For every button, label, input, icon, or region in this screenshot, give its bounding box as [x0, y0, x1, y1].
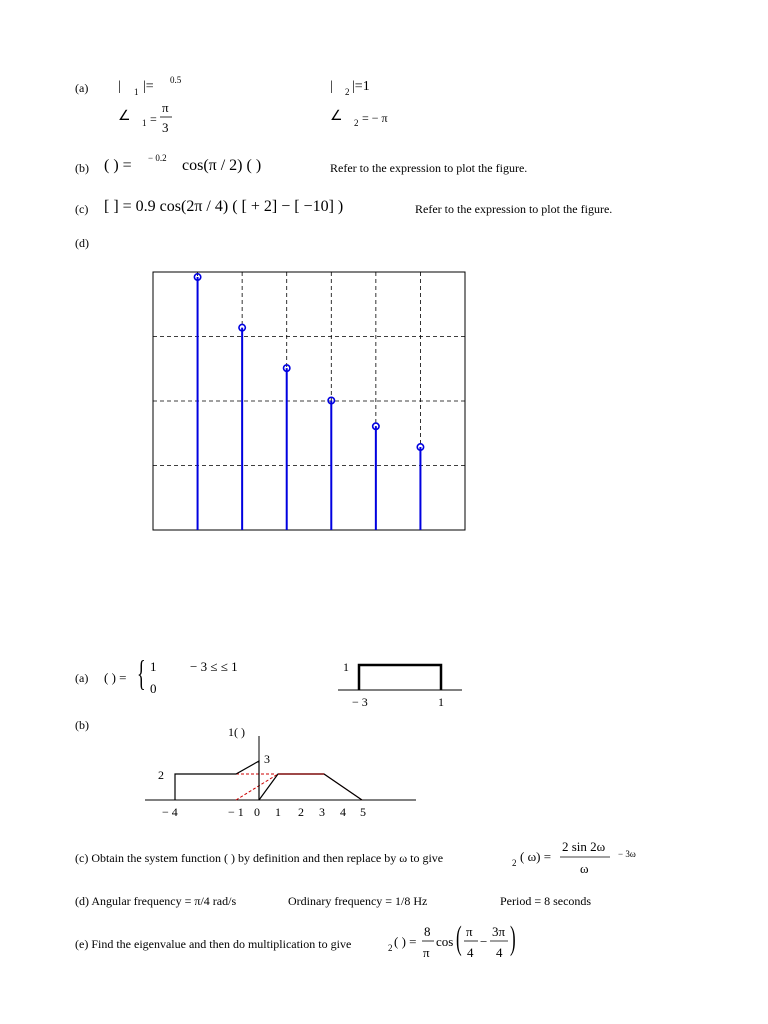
part-b-exponent: − 0.2	[148, 153, 167, 163]
sec2-e-text: (e) Find the eigenvalue and then do multiplication to give	[75, 937, 352, 951]
wave-tick: 2	[298, 805, 304, 819]
frac2-denominator: 4	[496, 945, 503, 960]
sec2-d-period: Period = 8 seconds	[500, 894, 592, 908]
part-c-expression: [ ] = 0.9 cos(2π / 4) ( [ + 2] − [ −10] )	[104, 198, 344, 215]
case1-value: 1	[150, 659, 157, 674]
sec2-c-exponent: − 3ω	[618, 849, 636, 859]
wave-tick: 1	[275, 805, 281, 819]
mag2-subscript: 2	[345, 87, 350, 97]
paren-right: )	[510, 920, 516, 957]
part-b-label: (b)	[75, 161, 89, 175]
case2-value: 0	[150, 681, 157, 696]
stem-chart	[153, 272, 465, 530]
frac2-numerator: 3π	[492, 924, 506, 939]
paren-left: (	[456, 920, 462, 957]
mag1-exponent: 0.5	[170, 75, 182, 85]
sec2-a-lhs: ( ) =	[104, 670, 127, 685]
angle1-subscript: 1	[142, 118, 147, 128]
mag1-equals: |=	[143, 79, 154, 94]
coef-denominator: π	[423, 945, 430, 960]
piecewise-brace: {	[137, 653, 146, 693]
sec2-e-lhs: ( ) =	[394, 934, 417, 949]
part-b-rhs: cos(π / 2) ( )	[182, 157, 262, 174]
sec2-e-subscript: 2	[388, 943, 393, 953]
sec2-d-angular: (d) Angular frequency = π/4 rad/s	[75, 894, 237, 908]
sec2-c-numerator: 2 sin 2ω	[562, 839, 606, 854]
pulse-left-tick: − 3	[352, 695, 368, 709]
wave-tick: 3	[319, 805, 325, 819]
part-b-note: Refer to the expression to plot the figure.	[330, 161, 528, 175]
part-c-note: Refer to the expression to plot the figure.	[415, 202, 613, 216]
angle2-subscript: 2	[354, 118, 359, 128]
wave-tick: 0	[254, 805, 260, 819]
cos-function: cos	[436, 934, 454, 949]
sec2-a-label: (a)	[75, 671, 89, 685]
angle1-symbol: ∠	[118, 109, 131, 124]
angle1-equals: =	[150, 112, 157, 126]
mag2-equals: |=1	[352, 79, 370, 94]
sec2-c-denominator: ω	[580, 861, 589, 876]
angle1-denominator: 3	[162, 120, 169, 135]
angle1-numerator: π	[162, 100, 169, 115]
part-d-label: (d)	[75, 236, 89, 250]
mag2-bar: |	[330, 79, 333, 94]
wave-red-dashed-ramp	[236, 774, 278, 800]
coef-numerator: 8	[424, 924, 431, 939]
pulse-plot	[338, 665, 462, 690]
sec2-b-label: (b)	[75, 718, 89, 732]
frac1-numerator: π	[466, 924, 473, 939]
wave-tick: − 1	[228, 805, 244, 819]
part-c-label: (c)	[75, 202, 89, 216]
sec2-c-text: (c) Obtain the system function ( ) by definition and then replace by ω to give	[75, 851, 444, 865]
mag1-subscript: 1	[134, 87, 139, 97]
wave-peak-label: 3	[264, 752, 270, 766]
case1-condition: − 3 ≤ ≤ 1	[190, 659, 238, 674]
wave-plot	[145, 736, 416, 800]
wave-tick: 4	[340, 805, 346, 819]
sec2-c-subscript: 2	[512, 858, 517, 868]
part-b-lhs: ( ) =	[104, 157, 132, 174]
wave-level-label: 2	[158, 768, 164, 782]
wave-tick: 5	[360, 805, 366, 819]
sec2-d-ordinary: Ordinary frequency = 1/8 Hz	[288, 894, 428, 908]
wave-black-trapezoid	[259, 774, 362, 800]
angle2-symbol: ∠	[330, 109, 343, 124]
wave-black-signal	[175, 761, 259, 800]
pulse-height-label: 1	[343, 660, 349, 674]
sec2-c-lhs: ( ω) =	[520, 849, 552, 864]
pulse-signal	[359, 665, 441, 690]
part-a-label: (a)	[75, 81, 89, 95]
frac-minus: −	[480, 934, 488, 949]
wave-tick: − 4	[162, 805, 178, 819]
angle2-equals: = − π	[362, 111, 388, 125]
pulse-right-tick: 1	[438, 695, 444, 709]
frac1-denominator: 4	[467, 945, 474, 960]
wave-function-label: 1( )	[228, 725, 245, 739]
mag1-bar: |	[118, 79, 121, 94]
